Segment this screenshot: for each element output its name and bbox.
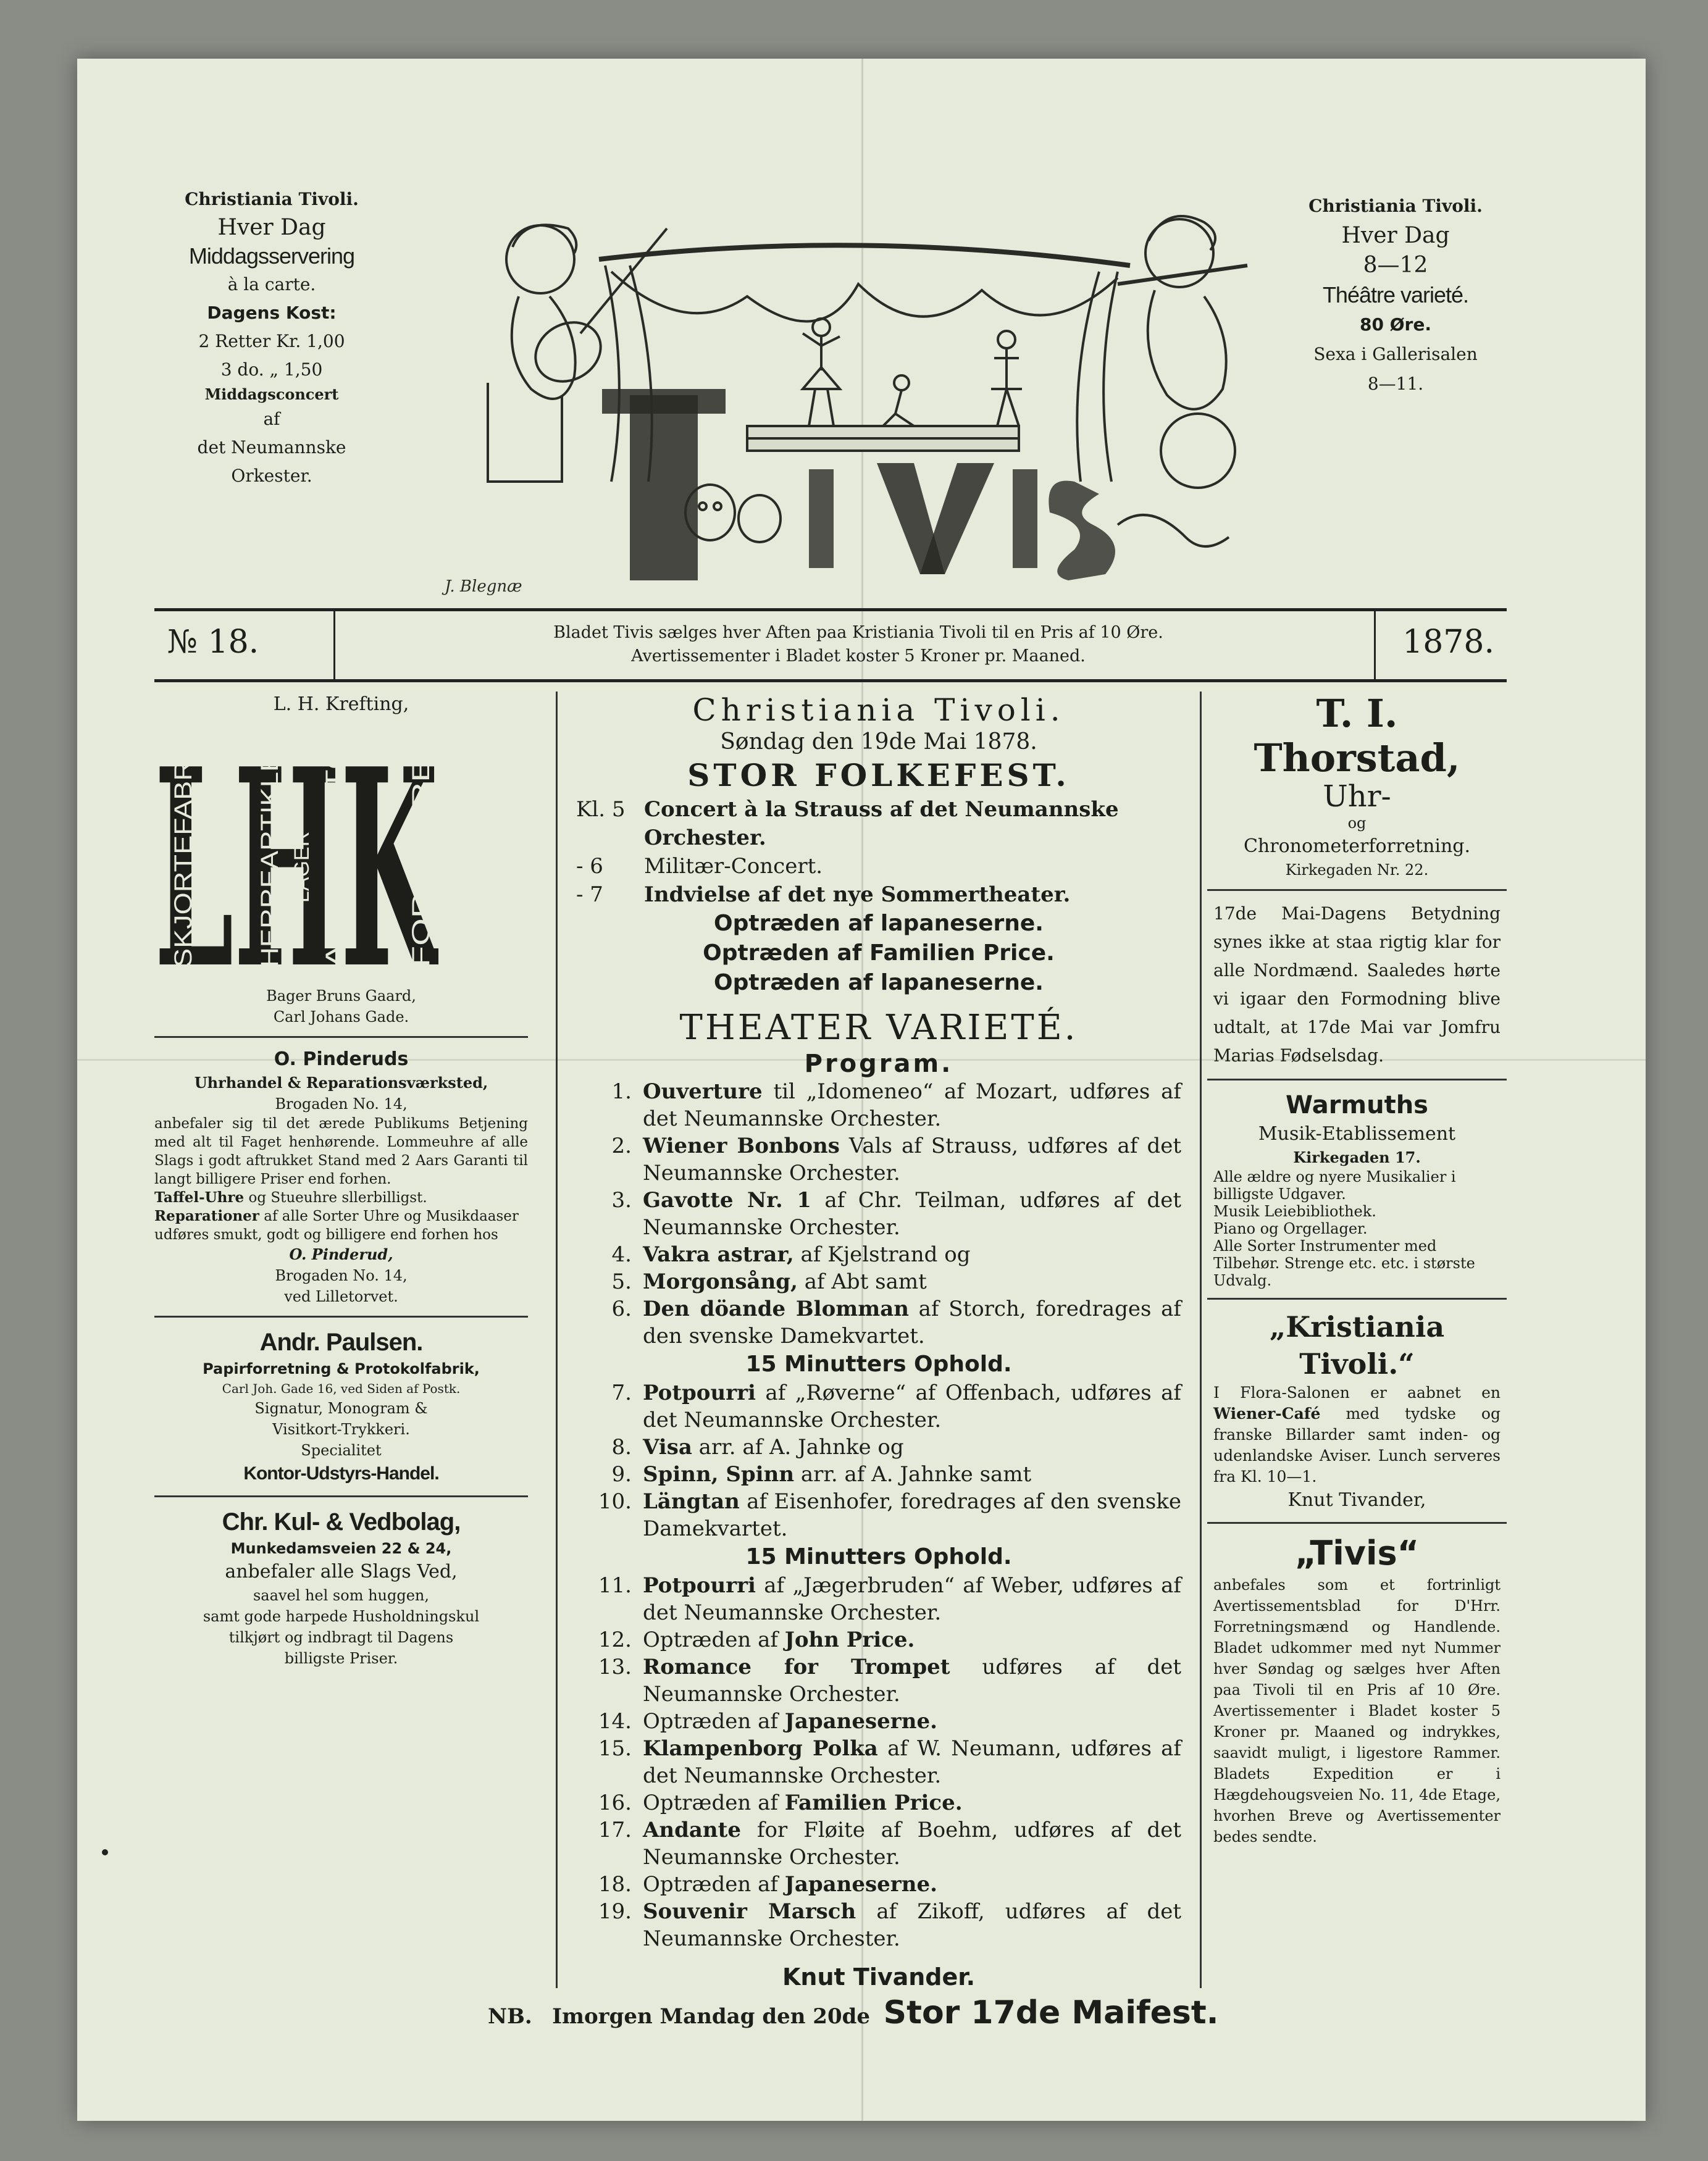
program-item-number: 8.	[611, 1435, 632, 1460]
header-right-line: 8—12	[1363, 253, 1428, 278]
program-item-text	[643, 1708, 1200, 1735]
kul-line: anbefaler alle Slags Ved,	[225, 1561, 458, 1582]
kul-address: Munkedamsveien 22 & 24,	[230, 1540, 452, 1557]
lhk-word: SKJORTEFABRIK	[170, 766, 197, 968]
concert-row	[558, 880, 1200, 909]
lhk-word: AF UNDERTØI	[321, 800, 348, 968]
kul-line: tilkjørt og indbragt til Dagens	[228, 1629, 454, 1646]
concert-text: Concert à la Strauss af det Neumannske Orchester.	[644, 797, 1119, 850]
program-item-text	[643, 1132, 1200, 1187]
lhk-word: FOR HERRER	[408, 804, 435, 968]
program-item-number: 18.	[598, 1872, 632, 1897]
paulsen-line: Visitkort-Trykkeri.	[272, 1421, 410, 1438]
program-item-desc: til „Idomeneo“ af Mozart, udføres af det Neumannske Orchester.	[643, 1079, 1181, 1131]
nb-label: NB.	[488, 2004, 532, 2029]
thorstad-line: Chronometerforretning.	[1243, 835, 1471, 857]
program-item-number: 19.	[598, 1899, 632, 1924]
warmuth-line: Alle Sorter Instrumenter med Tilbehør. Strenge etc. etc. i største Udvalg.	[1213, 1237, 1475, 1289]
program-item-text	[643, 1241, 1200, 1268]
program-item-text	[643, 1379, 1200, 1434]
kristiania-tivoli-signature: Knut Tivander,	[1287, 1489, 1426, 1511]
program-item-number: 1.	[611, 1079, 632, 1104]
program-item-text	[643, 1187, 1200, 1241]
lhk-logo	[154, 724, 438, 977]
warmuth-line: Musik Leiebibliothek.	[1213, 1203, 1376, 1220]
pinderud-subtitle: Uhrhandel & Reparationsværksted,	[194, 1074, 488, 1092]
divider	[1207, 889, 1507, 891]
program-item-title: Andante	[643, 1818, 741, 1842]
issue-number: № 18.	[167, 624, 259, 661]
program-item-title: Romance for Trompet	[643, 1655, 950, 1679]
krefting-address: Carl Johans Gade.	[273, 1008, 409, 1026]
warmuth-subtitle: Musik-Etablissement	[1258, 1123, 1456, 1145]
program-item-text	[643, 1735, 1200, 1789]
program-item	[558, 1379, 1200, 1434]
variete-title: THEATER VARIETÉ.	[679, 1008, 1078, 1048]
program-item	[558, 1461, 1200, 1488]
kristiania-tivoli-title: „Kristiania Tivoli.“	[1269, 1310, 1445, 1381]
program-item-text	[643, 1572, 1200, 1626]
program-item	[558, 1078, 1200, 1132]
nb-footer	[488, 1994, 1291, 2035]
program-item-desc: af Storch, foredrages af den svenske Damekvartet.	[643, 1297, 1181, 1348]
pinderud-bold: Reparationer	[154, 1208, 259, 1224]
program-item-desc: af „Jægerbruden“ af Weber, udføres af det Neumannske Orchester.	[643, 1573, 1181, 1625]
header-right-line: Théâtre varieté.	[1322, 282, 1469, 307]
masthead-bar	[154, 608, 1507, 682]
divider	[1207, 1079, 1507, 1080]
thorstad-address: Kirkegaden Nr. 22.	[1285, 861, 1429, 879]
divider	[1207, 1298, 1507, 1300]
tivis-title: „Tivis“	[1294, 1534, 1420, 1573]
program-item-title: Wiener Bonbons	[643, 1134, 840, 1158]
masthead-notice	[333, 620, 1525, 671]
header-left-line: 3 do. „ 1,50	[220, 359, 323, 380]
header-left-title: Christiania Tivoli.	[185, 189, 359, 209]
pinderud-address: ved Lilletorvet.	[284, 1288, 398, 1305]
program-item	[558, 1653, 1200, 1708]
concert-row	[558, 795, 1200, 852]
program-item-performer: Familien Price.	[784, 1791, 963, 1815]
kul-line: billigste Priser.	[284, 1650, 398, 1667]
program-item-number: 16.	[598, 1791, 632, 1815]
header-left-ad	[142, 185, 401, 490]
paulsen-address: Carl Joh. Gade 16, ved Siden af Postk.	[222, 1381, 461, 1396]
program-item-number: 13.	[598, 1655, 632, 1679]
program-item-desc: af Kjelstrand og	[793, 1242, 971, 1267]
program-item	[558, 1572, 1200, 1626]
nb-text: Imorgen Mandag den 20de	[552, 2004, 871, 2029]
program-item-performer: John Price.	[784, 1628, 915, 1652]
program-item	[558, 1241, 1200, 1268]
program-item-performer: Japaneserne.	[784, 1872, 937, 1897]
program-item	[558, 1488, 1200, 1542]
program-item-title: Visa	[643, 1435, 692, 1460]
kul-title: Chr. Kul- & Vedbolag,	[222, 1508, 461, 1536]
divider	[1207, 1522, 1507, 1524]
kul-line: samt gode harpede Husholdningskul	[203, 1608, 480, 1625]
header-right-line: Hver Dag	[1341, 223, 1450, 248]
intermission: 15 Minutters Ophold.	[745, 1352, 1012, 1377]
program-item-desc: af Chr. Teilman, udføres af det Neumannske Orchester.	[643, 1188, 1181, 1240]
program-item-performer: Japaneserne.	[784, 1709, 937, 1734]
paulsen-line: Signatur, Monogram &	[254, 1400, 428, 1417]
program-item-desc: Optræden af	[643, 1628, 785, 1652]
program-item-text	[643, 1268, 1200, 1295]
program-list	[558, 1379, 1200, 1542]
program-item	[558, 1816, 1200, 1871]
header-right-title: Christiania Tivoli.	[1308, 196, 1483, 216]
program-item-desc: Optræden af	[643, 1791, 785, 1815]
program-opt: Optræden af Familien Price.	[703, 940, 1055, 966]
program-item-desc: arr. af A. Jahnke og	[692, 1435, 904, 1460]
kul-line: saavel hel som huggen,	[253, 1587, 430, 1604]
program-item-text	[643, 1626, 1200, 1653]
program-item	[558, 1132, 1200, 1187]
krefting-address: Bager Bruns Gaard,	[266, 987, 416, 1005]
program-item-title: Längtan	[643, 1489, 740, 1514]
program-item	[558, 1187, 1200, 1241]
program-fest: STOR FOLKEFEST.	[687, 757, 1070, 793]
program-item-desc: Optræden af	[643, 1709, 785, 1734]
divider	[154, 1495, 528, 1497]
program-item-number: 14.	[598, 1709, 632, 1734]
warmuth-address: Kirkegaden 17.	[1293, 1148, 1421, 1166]
program-opt: Optræden af lapaneserne.	[714, 970, 1044, 995]
program-item	[558, 1898, 1200, 1952]
program-item-text	[643, 1816, 1200, 1871]
header-left-line: à la carte.	[227, 274, 316, 295]
program-item-number: 2.	[611, 1134, 632, 1158]
concert-text: Militær-Concert.	[644, 854, 823, 879]
program-item	[558, 1871, 1200, 1898]
program-title: Christiania Tivoli.	[692, 692, 1065, 728]
masthead-divider	[1374, 611, 1376, 679]
header-left-line: Middagsservering	[188, 243, 355, 269]
program-item-title: Potpourri	[643, 1381, 756, 1405]
pinderud-text: anbefaler sig til det ærede Publikums Betjening med alt til Faget henhørende. Lommeuhre af alle Slags i godt aftrukket Stand med 2 Aars Garanti til langt billigere Priser end forhen.	[154, 1116, 528, 1187]
program-item-desc: Vals af Strauss, udføres af det Neumannske Orchester.	[643, 1134, 1181, 1185]
program-item	[558, 1626, 1200, 1653]
thorstad-line: Uhr-	[1323, 779, 1391, 814]
program-item-number: 12.	[598, 1628, 632, 1652]
program-item-number: 6.	[611, 1297, 632, 1321]
pinderud-bold: Taffel-Uhre	[154, 1189, 245, 1206]
header-right-ad	[1291, 191, 1501, 399]
paulsen-subtitle: Papirforretning & Protokolfabrik,	[203, 1360, 480, 1377]
mai-article: 17de Mai-Dagens Betydning synes ikke at staa rigtig klar for alle Nordmænd. Saaledes hørte vi igaar den Formodning blive udtalt, at 17de Mai var Jomfru Marias Fødselsdag.	[1213, 903, 1501, 1066]
column-center-program	[556, 692, 1202, 1991]
program-item-desc: af Abt samt	[797, 1269, 927, 1294]
divider	[154, 1036, 528, 1038]
program-item-number: 9.	[611, 1462, 632, 1487]
header-left-line: Middagsconcert	[204, 385, 339, 403]
program-item-text	[643, 1789, 1200, 1816]
ink-dot	[102, 1849, 108, 1855]
program-item-text	[643, 1871, 1200, 1898]
column-right	[1207, 692, 1507, 1847]
program-item-number: 7.	[611, 1381, 632, 1405]
masthead-notice-line: Bladet Tivis sælges hver Aften paa Kristiania Tivoli til en Pris af 10 Øre.	[553, 623, 1163, 642]
program-item-number: 10.	[598, 1489, 632, 1514]
masthead-notice-line: Avertissementer i Bladet koster 5 Kroner pr. Maaned.	[631, 646, 1086, 666]
tivoli-vignette-illustration	[426, 191, 1303, 599]
program-item-title: Vakra astrar,	[643, 1242, 794, 1267]
warmuth-title: Warmuths	[1286, 1091, 1428, 1119]
header-left-line: Orkester.	[231, 466, 312, 486]
concert-time: Kl. 5	[576, 797, 626, 822]
kristiania-tivoli-text	[1207, 1382, 1507, 1487]
program-item-desc: udføres af det Neumannske Orchester.	[643, 1655, 1181, 1707]
paulsen-line: Specialitet	[301, 1442, 382, 1459]
program-item	[558, 1708, 1200, 1735]
header-right-line: 80 Øre.	[1360, 314, 1431, 335]
concert-text: Indvielse af det nye Sommertheater.	[644, 882, 1071, 907]
pinderud-signature: O. Pinderud,	[289, 1245, 393, 1263]
program-list	[558, 1572, 1200, 1952]
pinderud-text	[154, 1189, 528, 1207]
lhk-letters: LHK	[154, 724, 438, 977]
program-item-title: Ouverture	[643, 1079, 763, 1104]
program-item-text	[643, 1488, 1200, 1542]
kt-span: med tydske og franske Billarder samt inden- og udenlandske Aviser. Lunch serveres fra Kl. 10—1.	[1213, 1405, 1501, 1486]
krefting-name: L. H. Krefting,	[273, 693, 409, 715]
header-right-line: 8—11.	[1367, 374, 1424, 394]
warmuth-line: Alle ældre og nyere Musikalier i billigste Udgaver.	[1213, 1168, 1456, 1203]
header-left-line: Hver Dag	[217, 215, 326, 240]
program-item-desc: arr. af A. Jahnke samt	[794, 1462, 1032, 1487]
issue-year: 1878.	[1402, 624, 1494, 661]
program-item	[558, 1268, 1200, 1295]
program-signature: Knut Tivander.	[782, 1963, 976, 1991]
program-item-text	[643, 1078, 1200, 1132]
program-item-text	[643, 1461, 1200, 1488]
program-item-title: Spinn, Spinn	[643, 1462, 795, 1487]
header-left-line: Dagens Kost:	[207, 303, 337, 323]
concert-row	[558, 852, 1200, 880]
program-item-desc: Optræden af	[643, 1872, 785, 1897]
program-item-desc: af „Røverne“ af Offenbach, udføres af det Neumannske Orchester.	[643, 1381, 1181, 1432]
tivis-text: anbefales som et fortrinligt Avertissementsblad for D'Hrr. Forretningsmænd og Handlende. Bladet udkommer med nyt Nummer hver Søndag og sælges hver Aften paa Tivoli til en Pris af 10 Øre. Avertissementer i Bladet koster 5 Kroner pr. Maaned og indrykkes, saavidt muligt, i ligestore Rammer. Bladets Expedition er i Hægdehougsveien No. 11, 4de Etage, hvorhen Breve og Avertissementer bedes sendte.	[1213, 1576, 1501, 1845]
program-item-desc: af Eisenhofer, foredrages af den svenske Damekvartet.	[643, 1489, 1181, 1541]
kt-bold: Wiener-Café	[1213, 1405, 1321, 1423]
thorstad-title: T. I. Thorstad,	[1254, 691, 1460, 780]
nb-big: Stor 17de Maifest.	[883, 1994, 1219, 2031]
header-right-line: Sexa i Gallerisalen	[1313, 344, 1478, 364]
pinderud-span: og Stueuhre sllerbilligst.	[244, 1190, 427, 1206]
concert-time: - 7	[576, 882, 603, 907]
header-left-line: 2 Retter Kr. 1,00	[198, 331, 345, 351]
program-item	[558, 1789, 1200, 1816]
pinderud-span: af alle Sorter Uhre og Musikdaaser udføres smukt, godt og billigere end forhen hos	[154, 1208, 519, 1243]
program-item-title: Morgonsång,	[643, 1269, 798, 1294]
program-item-number: 5.	[611, 1269, 632, 1294]
pinderud-address: Brogaden No. 14,	[275, 1267, 408, 1284]
program-item-number: 17.	[598, 1818, 632, 1842]
paulsen-line: Kontor-Udstyrs-Handel.	[243, 1463, 439, 1484]
pinderud-text	[154, 1207, 528, 1244]
program-item-title: Klampenborg Polka	[643, 1736, 878, 1761]
kt-span: I Flora-Salonen er aabnet en	[1213, 1384, 1501, 1402]
concert-schedule	[558, 795, 1200, 909]
pinderud-title: O. Pinderuds	[274, 1048, 409, 1070]
program-list	[558, 1078, 1200, 1350]
header-left-line: det Neumannske	[197, 437, 346, 458]
intermission: 15 Minutters Ophold.	[745, 1544, 1012, 1570]
vignette-signature: J. Blegnæ	[445, 577, 522, 596]
program-item-desc: af W. Neumann, udføres af det Neumannske Orchester.	[643, 1736, 1181, 1788]
program-item	[558, 1735, 1200, 1789]
program-item-text	[643, 1434, 1200, 1461]
program-date: Søndag den 19de Mai 1878.	[720, 729, 1037, 754]
lhk-word: LAGER	[290, 831, 314, 903]
concert-time: - 6	[576, 854, 603, 879]
thorstad-line: og	[1347, 814, 1367, 832]
warmuth-line: Piano og Orgellager.	[1213, 1220, 1368, 1237]
program-item-title: Gavotte Nr. 1	[643, 1188, 811, 1213]
program-item-number: 4.	[611, 1242, 632, 1267]
lhk-word: HERREARTIKLER	[256, 761, 283, 968]
program-opt: Optræden af lapaneserne.	[714, 911, 1044, 936]
program-item-title: Potpourri	[643, 1573, 756, 1598]
header-left-line: af	[263, 409, 280, 429]
program-item	[558, 1434, 1200, 1461]
program-item	[558, 1295, 1200, 1350]
program-item-text	[643, 1295, 1200, 1350]
pinderud-address: Brogaden No. 14,	[275, 1095, 408, 1113]
program-item-desc: af Zikoff, udføres af det Neumannske Orchester.	[643, 1899, 1181, 1951]
program-item-text	[643, 1653, 1200, 1708]
column-left	[154, 692, 528, 1669]
program-item-number: 3.	[611, 1188, 632, 1213]
program-item-number: 15.	[598, 1736, 632, 1761]
program-item-text	[643, 1898, 1200, 1952]
program-item-number: 11.	[598, 1573, 632, 1598]
paulsen-title: Andr. Paulsen.	[259, 1329, 423, 1356]
program-item-title: Souvenir Marsch	[643, 1899, 856, 1924]
program-item-title: Den döande Blomman	[643, 1297, 909, 1321]
divider	[154, 1316, 528, 1318]
program-heading: Program.	[804, 1050, 953, 1078]
program-item-desc: for Fløite af Boehm, udføres af det Neumannske Orchester.	[643, 1818, 1181, 1870]
